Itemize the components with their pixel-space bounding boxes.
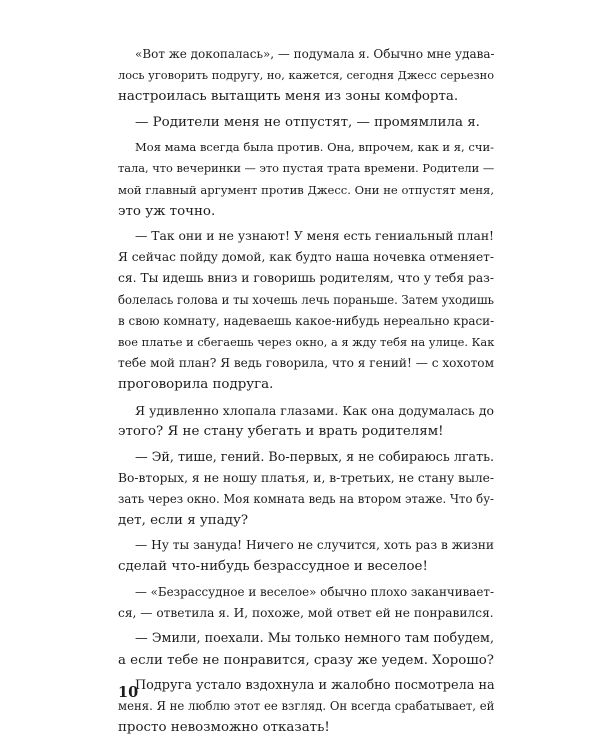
text-line: лось уговорить подругу, но, кажется, сегодня Джесс серьезно	[118, 68, 495, 83]
text-line: тебе мой план? Я ведь говорила, что я гений! — с хохотом	[118, 356, 494, 371]
text-line: сделай что-нибудь безрассудное и веселое!	[118, 559, 428, 575]
text-line: — Ну ты зануда! Ничего не случится, хоть раз в жизни	[135, 538, 495, 553]
text-line: Моя мама всегда была против. Она, впрочем, как и я, счи-	[135, 140, 494, 155]
text-line: ся. Ты идешь вниз и говоришь родителям, что у тебя раз-	[118, 271, 494, 286]
text-line: Я сейчас пойду домой, как будто наша ночевка отменяет-	[118, 250, 494, 265]
text-line: — Эмили, поехали. Мы только немного там побудем,	[135, 631, 494, 647]
text-line: тала, что вечеринки — это пустая трата времени. Родители —	[118, 161, 495, 176]
text-line: вое платье и сбегаешь через окно, а я жду тебя на улице. Как	[118, 335, 495, 349]
text-line: — Так они и не узнают! У меня есть гениальный план!	[135, 229, 494, 244]
text-line: ся, — ответила я. И, похоже, мой ответ ей не понравился.	[118, 606, 494, 620]
text-line: просто невозможно отказать!	[118, 720, 330, 736]
text-line: — Эй, тише, гений. Во-первых, я не собираюсь лгать.	[135, 449, 495, 465]
text-line: — «Безрассудное и веселое» обычно плохо заканчивает-	[135, 584, 494, 599]
text-line: Я удивленно хлопала глазами. Как она додумалась до	[135, 402, 494, 418]
text-line: этого? Я не стану убегать и врать родителям!	[118, 423, 444, 439]
page-number: 10	[118, 684, 139, 701]
text-line: мой главный аргумент против Джесс. Они не отпустят меня,	[118, 182, 494, 197]
text-line: зать через окно. Моя комната ведь на втором этаже. Что бу-	[118, 491, 494, 506]
text-line: проговорила подруга.	[118, 377, 274, 393]
text-line: настроилась вытащить меня из зоны комфорта.	[118, 89, 459, 105]
book-page-text	[118, 44, 494, 739]
text-line: Во-вторых, я не ношу платья, и, в-третьих, не стану выле-	[118, 470, 494, 485]
text-line: а если тебе не понравится, сразу же уедем. Хорошо?	[118, 652, 494, 668]
text-line: «Вот же докопалась», — подумала я. Обычно мне удава-	[135, 47, 495, 61]
text-line: меня. Я не люблю этот ее взгляд. Он всегда срабатывает, ей	[118, 699, 495, 714]
text-line: болелась голова и ты хочешь лечь пораньше. Затем уходишь	[118, 292, 494, 307]
text-line: — Родители меня не отпустят, — промямлила я.	[135, 114, 480, 130]
text-line: в свою комнату, надеваешь какое-нибудь нереально краси-	[118, 313, 495, 328]
text-line: Подруга устало вздохнула и жалобно посмотрела на	[135, 677, 495, 693]
text-line: это уж точно.	[118, 203, 216, 219]
text-line: дет, если я упаду?	[118, 512, 248, 528]
